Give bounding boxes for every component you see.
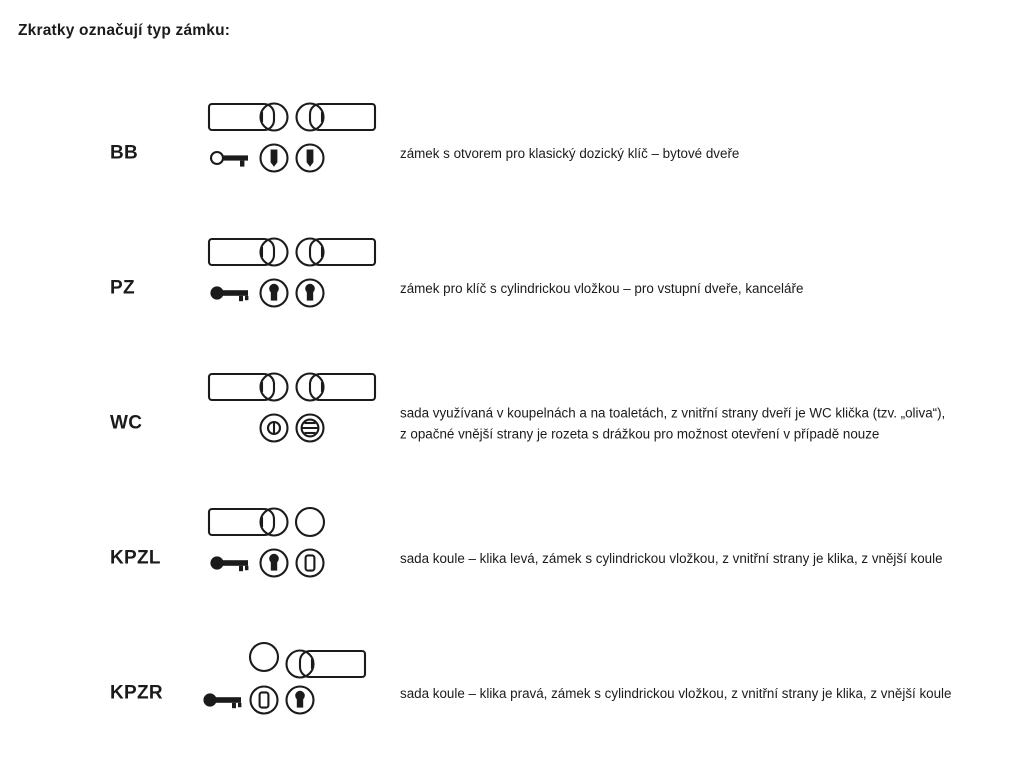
cylinder-rosette-outline-icon: [251, 687, 278, 714]
lock-code-label: PZ: [110, 277, 135, 299]
page-title: Zkratky označují typ zámku:: [18, 22, 231, 39]
handle-pair-with-bb-keyhole-rosettes-icon: [200, 86, 390, 221]
handle-pair-with-wc-thumbturn-and-slot-rosette-icon: [200, 356, 390, 491]
cylinder-key-icon: [203, 693, 241, 708]
bb-keyhole-rosette-icon: [261, 145, 288, 172]
knob-right-handle-with-cylinder-rosettes-icon: [200, 626, 390, 761]
bb-keyhole-rosette-icon: [297, 145, 324, 172]
desc-line: zámek s otvorem pro klasický dozický klíč – bytové dveře: [400, 145, 740, 161]
cylinder-rosette-icon: [297, 280, 324, 307]
list-item: [0, 221, 1011, 356]
desc-line: z opačné vnější strany je rozeta s drážkou pro možnost otevření v případě nouze: [400, 426, 880, 442]
cylinder-rosette-icon: [261, 550, 288, 577]
lock-description: [400, 683, 1000, 705]
desc-line: zámek pro klíč s cylindrickou vložkou – pro vstupní dveře, kanceláře: [400, 280, 804, 296]
cylinder-key-icon: [210, 556, 248, 571]
cylinder-rosette-icon: [287, 687, 314, 714]
knob-left-handle-with-cylinder-rosettes-icon: [200, 491, 390, 626]
lock-description: [400, 402, 1000, 445]
desc-line: sada využívaná v koupelnách a na toaletách, z vnitřní strany dveří je WC klička (tzv. „oliva“),: [400, 404, 946, 420]
lock-description: [400, 143, 1000, 165]
lock-type-legend-list: [0, 86, 1011, 761]
cylinder-rosette-icon: [261, 280, 288, 307]
lock-code-label: WC: [110, 412, 143, 434]
handle-pair-with-cylinder-rosettes-icon: [200, 221, 390, 356]
list-item: [0, 86, 1011, 221]
cylinder-rosette-outline-icon: [297, 550, 324, 577]
list-item: [0, 491, 1011, 626]
lock-code-label: BB: [110, 142, 139, 164]
emergency-slot-rosette-icon: [261, 415, 288, 442]
desc-line: sada koule – klika pravá, zámek s cylindrickou vložkou, z vnitřní strany je klika, z vnější koule: [400, 685, 952, 701]
cylinder-key-icon: [210, 286, 248, 301]
lock-code-label: KPZL: [110, 547, 161, 569]
lock-code-label: KPZR: [110, 682, 163, 704]
wc-thumbturn-rosette-icon: [297, 415, 324, 442]
lock-description: [400, 278, 1000, 300]
list-item: [0, 626, 1011, 761]
lock-description: [400, 548, 1000, 570]
list-item: [0, 356, 1011, 491]
bb-key-icon: [211, 152, 248, 167]
desc-line: sada koule – klika levá, zámek s cylindrickou vložkou, z vnitřní strany je klika, z vnější koule: [400, 550, 943, 566]
